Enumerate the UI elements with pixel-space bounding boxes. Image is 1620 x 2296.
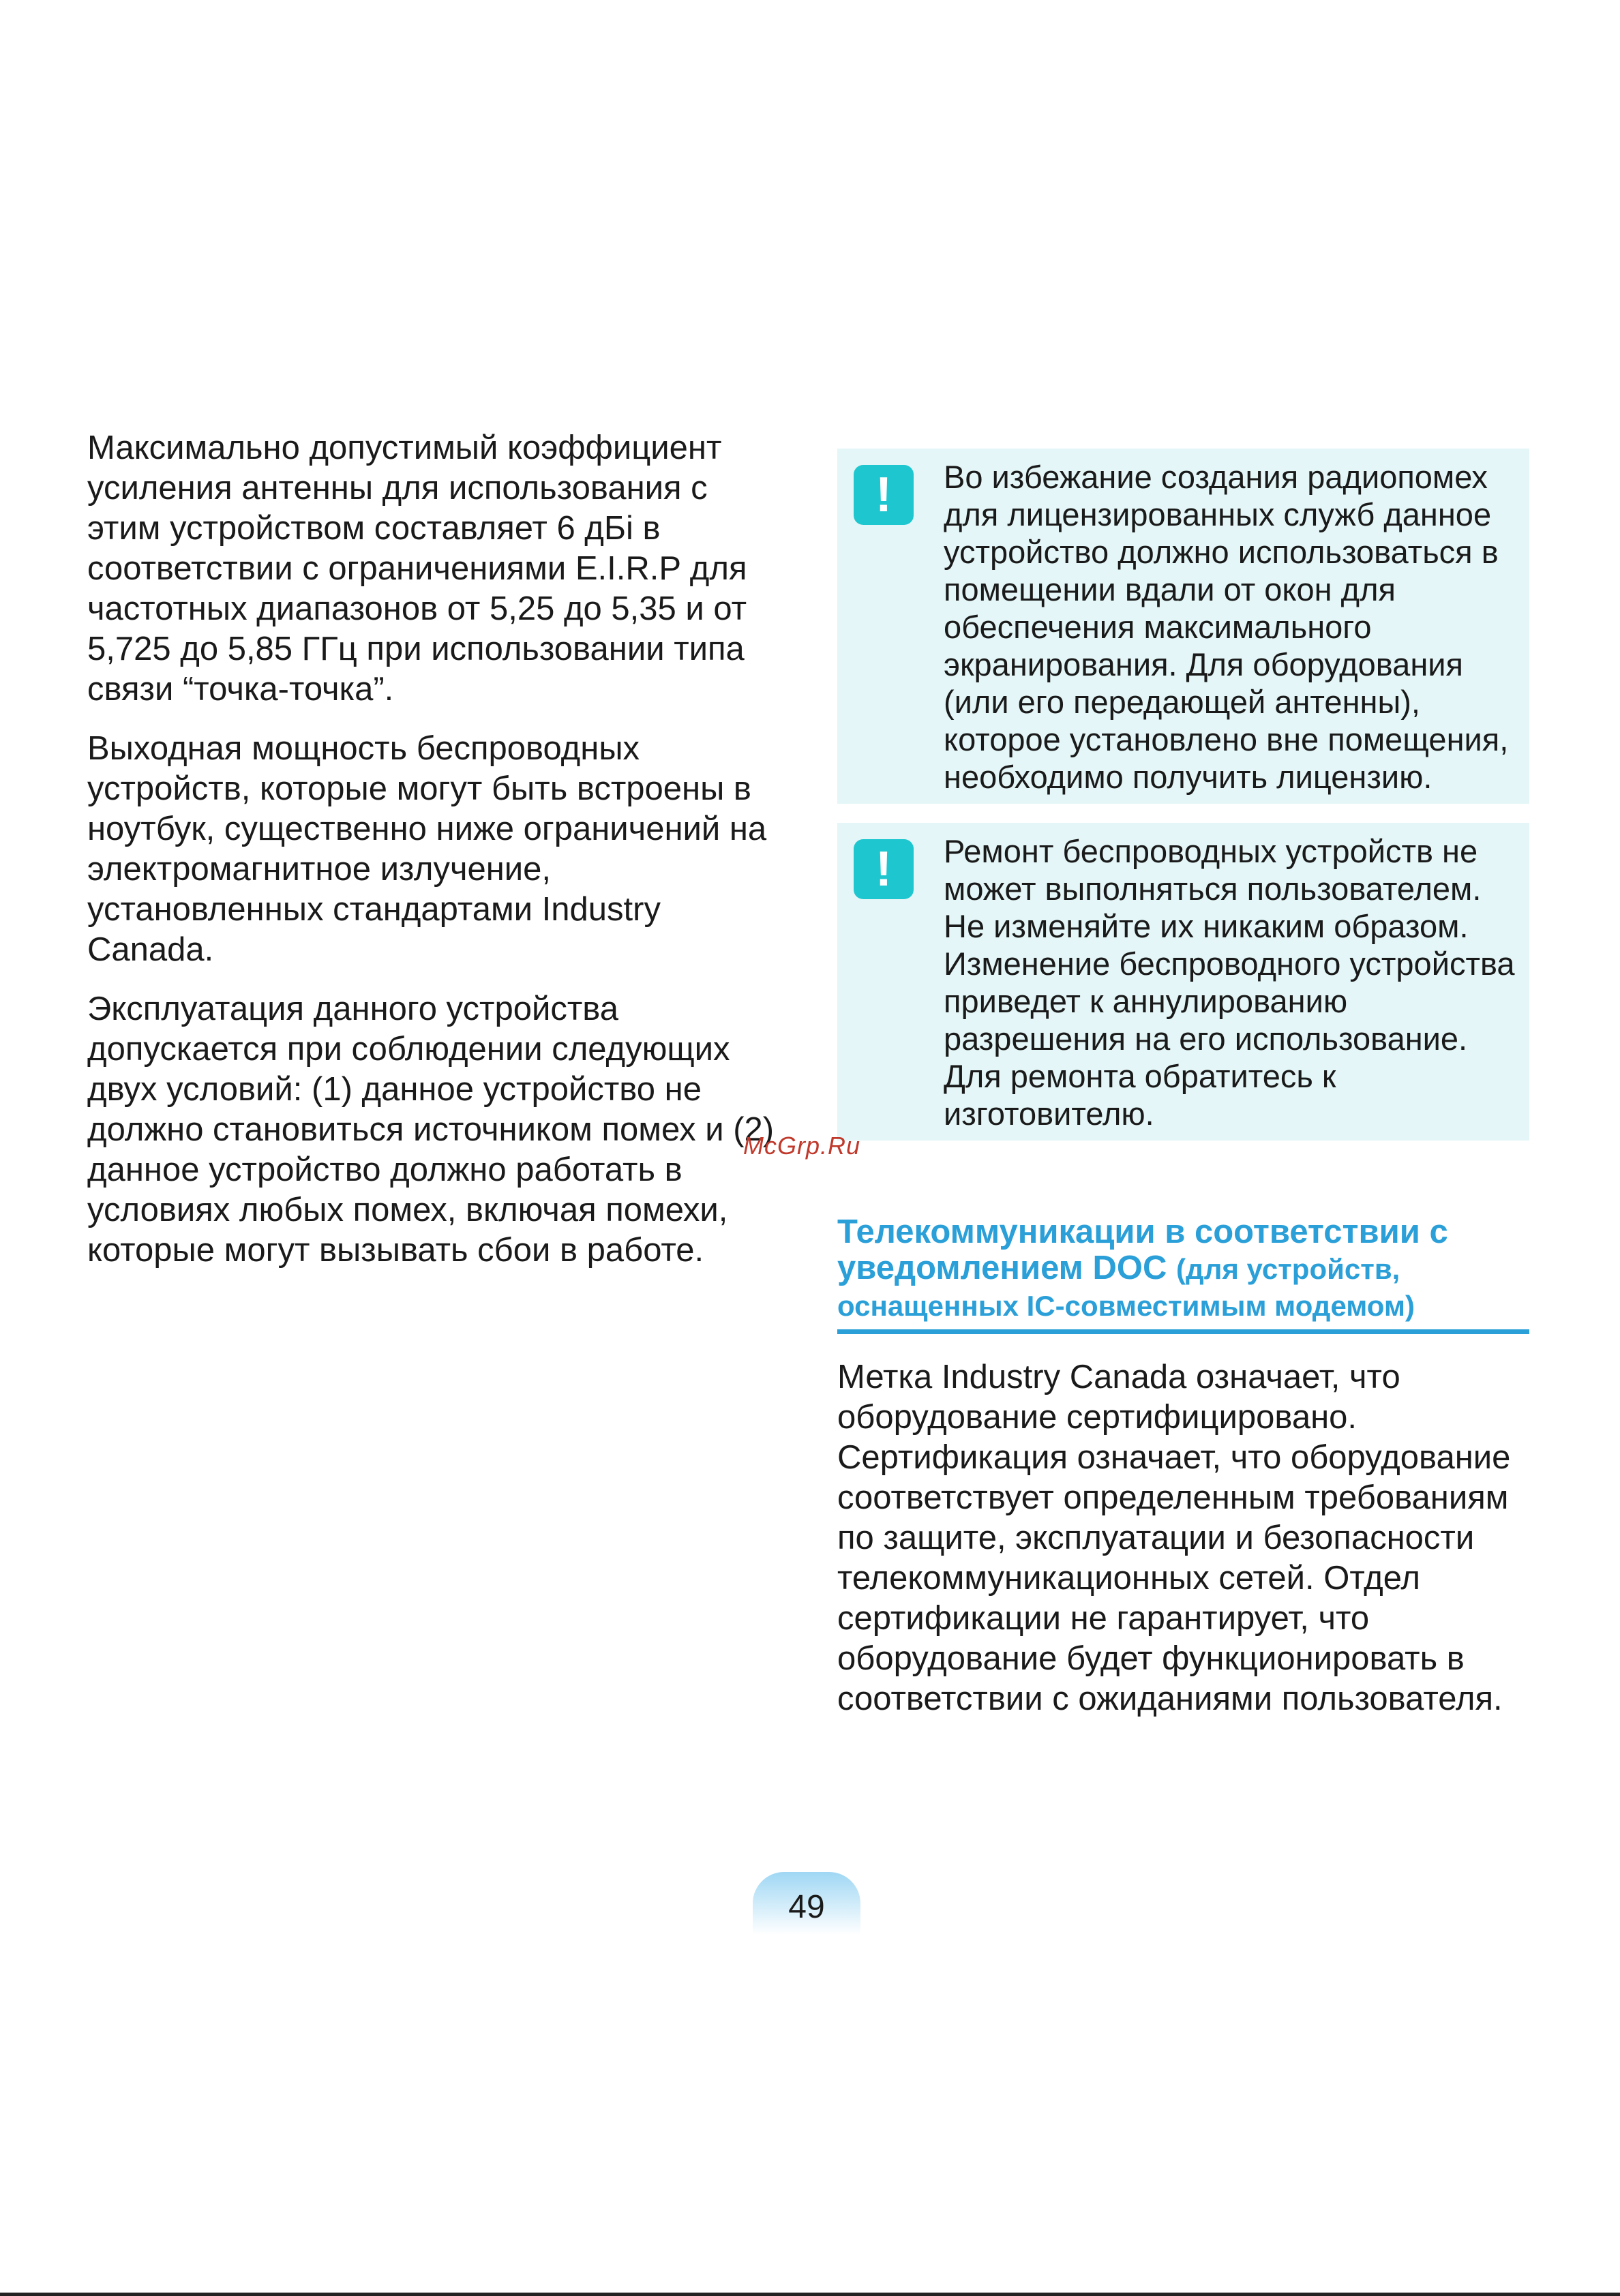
warning-note-indoor-use [837, 449, 1529, 804]
paragraph-operation-conditions: Эксплуатация данного устройства допускается при соблюдении следующих двух условий: (1) данное устройство не должно становиться источником помех и (2) данное устройство должно работать в условиях любых помех, включая помехи, которые могут вызывать сбои в работе. [87, 991, 775, 1269]
exclamation-icon: ! [854, 839, 914, 899]
section-body: Метка Industry Canada означает, что оборудование сертифицировано. Сертификация означает, что оборудование соответствует определенным требованиям по защите, эксплуатации и безопасности телекоммуникационных сетей. Отдел сертификации не гарантирует, что оборудование будет функционировать в соответствии с ожиданиями пользователя. [837, 1359, 1511, 1717]
paragraph-antenna-gain: Максимально допустимый коэффициент усиления антенны для использования с этим устройством составляет 6 дБі в соответствии с ограничениями E.I.R.P для частотных диапазонов от 5,25 до 5,35 и от 5,725 до 5,85 ГГц при использовании типа связи “точка-точка”. [87, 429, 747, 708]
section-heading-sub: (для устройств, оснащенных IC-совместимым модемом) [837, 1253, 1415, 1322]
section-heading-main: Телекоммуникации в соответствии с уведомлением DOC [837, 1213, 1448, 1286]
watermark: McGrp.Ru [743, 1132, 861, 1160]
exclamation-icon: ! [854, 465, 914, 525]
note-text: Ремонт беспроводных устройств не может выполняться пользователем. Не изменяйте их никаким образом. Изменение беспроводного устройства приведет к аннулированию разрешения на его использование. Для ремонта обратитесь к изготовителю. [944, 833, 1515, 1132]
paragraph-output-power: Выходная мощность беспроводных устройств, которые могут быть встроены в ноутбук, существенно ниже ограничений на электромагнитное излучение, установленных стандартами Industry Canada. [87, 730, 767, 968]
warning-note-repair [837, 823, 1529, 1141]
right-column [837, 449, 1529, 1719]
section-heading [837, 1214, 1529, 1334]
left-column [87, 428, 783, 1290]
page-number: 49 [753, 1872, 860, 1935]
note-text: Во избежание создания радиопомех для лицензированных служб данное устройство должно использоваться в помещении вдали от окон для обеспечения максимального экранирования. Для оборудования (или его передающей антенны), которое установлено вне помещения, необходимо получить лицензию. [944, 459, 1509, 795]
bottom-divider [0, 2293, 1620, 2296]
